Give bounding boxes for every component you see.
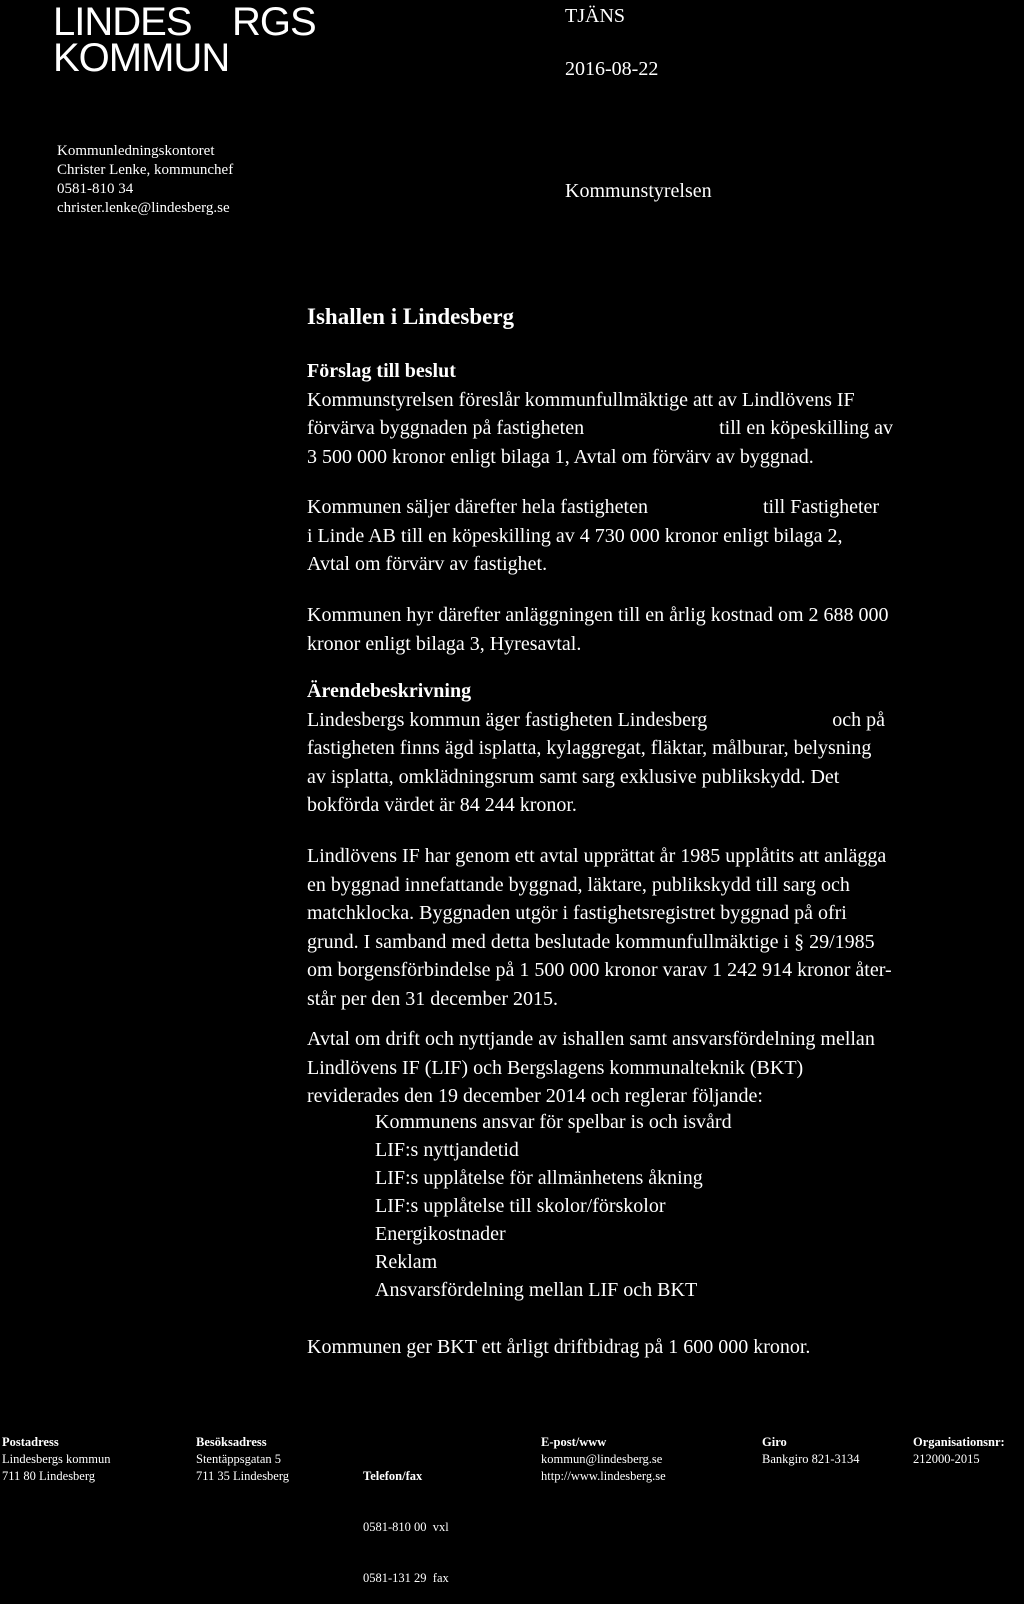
history-line: en byggnad innefattande byggnad, läktare, publikskydd till sarg och xyxy=(307,873,850,896)
subsidy-paragraph xyxy=(307,1333,987,1362)
sell-paragraph xyxy=(307,493,987,579)
footer-phone-label: Telefon/fax xyxy=(363,1469,423,1483)
case-line: bokförda värdet är 84 244 kronor. xyxy=(307,794,577,816)
logo-line-2: KOMMUN xyxy=(53,36,230,80)
history-line: Lindlövens IF har genom ett avtal upprättat år 1985 upplåtits att anlägga xyxy=(307,845,887,867)
case-line: Lindesbergs kommun äger fastigheten Lindesberg och på xyxy=(307,708,886,731)
list-item: LIF:s nyttjandetid xyxy=(375,1139,519,1161)
sender-name: Christer Lenke, kommunchef xyxy=(57,162,234,178)
list-item: Kommunens ansvar för spelbar is och isvård xyxy=(375,1111,732,1133)
history-line: grund. I samband med detta beslutade kommunfullmäktige i § 29/1985 xyxy=(307,930,875,953)
footer-phone-line: 0581-131 29 fax xyxy=(363,1571,449,1585)
sender-phone: 0581-810 34 xyxy=(57,181,134,197)
history-line: matchklocka. Byggnaden utgör i fastighetsregistret byggnad på ofri xyxy=(307,902,847,924)
subsidy-line: Kommunen ger BKT ett årligt driftbidrag på 1 600 000 kronor. xyxy=(307,1336,811,1358)
sender-office: Kommunledningskontoret xyxy=(57,143,215,159)
rent-paragraph xyxy=(307,601,987,658)
footer-web-label: E-post/www xyxy=(541,1435,607,1449)
agreement-paragraph xyxy=(307,1025,987,1111)
case-heading: Ärendebeskrivning xyxy=(307,680,472,702)
list-item: LIF:s upplåtelse för allmänhetens åkning xyxy=(375,1167,703,1189)
sender-block xyxy=(57,142,233,218)
footer-giro-label: Giro xyxy=(762,1435,787,1449)
footer-web-line: kommun@lindesberg.se xyxy=(541,1452,663,1466)
sell-line: i Linde AB till en köpeskilling av 4 730 000 kronor enligt bilaga 2, xyxy=(307,524,843,547)
footer-postal-line: Lindesbergs kommun xyxy=(2,1452,111,1466)
footer-org xyxy=(913,1434,1005,1468)
case-line: av isplatta, omklädningsrum samt sarg exklusive publikskydd. Det xyxy=(307,765,840,788)
sender-email: christer.lenke@lindesberg.se xyxy=(57,200,230,216)
footer-postal xyxy=(2,1434,110,1485)
doc-date: 2016-08-22 xyxy=(565,58,659,80)
case-section xyxy=(307,677,987,820)
list-item: Ansvarsfördelning mellan LIF och BKT xyxy=(375,1279,698,1301)
footer-visit xyxy=(196,1434,289,1485)
history-paragraph xyxy=(307,842,987,1013)
history-line: om borgensförbindelse på 1 500 000 kronor varav 1 242 914 kronor åter- xyxy=(307,959,892,981)
doc-type: TJÄNS xyxy=(565,5,626,27)
footer-org-line: 212000-2015 xyxy=(913,1452,980,1466)
agreement-line: reviderades den 19 december 2014 och reglerar följande: xyxy=(307,1085,763,1107)
proposal-section xyxy=(307,357,987,471)
footer-web-line: http://www.lindesberg.se xyxy=(541,1469,666,1483)
proposal-heading: Förslag till beslut xyxy=(307,360,456,382)
rent-line: kronor enligt bilaga 3, Hyresavtal. xyxy=(307,632,582,655)
footer-phone-line: 0581-810 00 vxl xyxy=(363,1520,449,1534)
agreement-line: Lindlövens IF (LIF) och Bergslagens kommunalteknik (BKT) xyxy=(307,1056,804,1079)
footer-web xyxy=(541,1434,666,1485)
case-line: fastigheten finns ägd isplatta, kylaggregat, fläktar, målburar, belysning xyxy=(307,737,872,759)
sell-line: Kommunen säljer därefter hela fastigheten till Fastigheter xyxy=(307,496,880,518)
proposal-line: Kommunstyrelsen föreslår kommunfullmäktige att av Lindlövens IF xyxy=(307,388,855,411)
footer-giro xyxy=(762,1434,860,1468)
recipient: Kommunstyrelsen xyxy=(565,180,712,202)
footer-visit-line: 711 35 Lindesberg xyxy=(196,1469,290,1483)
sell-line: Avtal om förvärv av fastighet. xyxy=(307,553,548,575)
document-title: Ishallen i Lindesberg xyxy=(307,304,515,329)
footer-org-label: Organisationsnr: xyxy=(913,1435,1005,1449)
rent-line: Kommunen hyr därefter anläggningen till en årlig kostnad om 2 688 000 xyxy=(307,604,889,626)
list-item: LIF:s upplåtelse till skolor/förskolor xyxy=(375,1195,666,1217)
footer-giro-line: Bankgiro 821-3134 xyxy=(762,1452,860,1466)
footer-phone xyxy=(363,1434,449,1604)
agreement-line: Avtal om drift och nyttjande av ishallen samt ansvarsfördelning mellan xyxy=(307,1028,875,1050)
logo-line-1: LINDES RGS xyxy=(53,0,316,44)
list-item: Energikostnader xyxy=(375,1223,506,1245)
history-line: står per den 31 december 2015. xyxy=(307,987,559,1010)
footer-visit-label: Besöksadress xyxy=(196,1435,267,1449)
footer-postal-line: 711 80 Lindesberg xyxy=(2,1469,96,1483)
footer-postal-label: Postadress xyxy=(2,1435,59,1449)
list-item: Reklam xyxy=(375,1251,438,1273)
proposal-line: förvärva byggnaden på fastigheten till en köpeskilling av xyxy=(307,417,893,439)
proposal-line: 3 500 000 kronor enligt bilaga 1, Avtal om förvärv av byggnad. xyxy=(307,445,814,468)
agreement-list xyxy=(375,1108,732,1304)
footer-visit-line: Stentäppsgatan 5 xyxy=(196,1452,282,1466)
